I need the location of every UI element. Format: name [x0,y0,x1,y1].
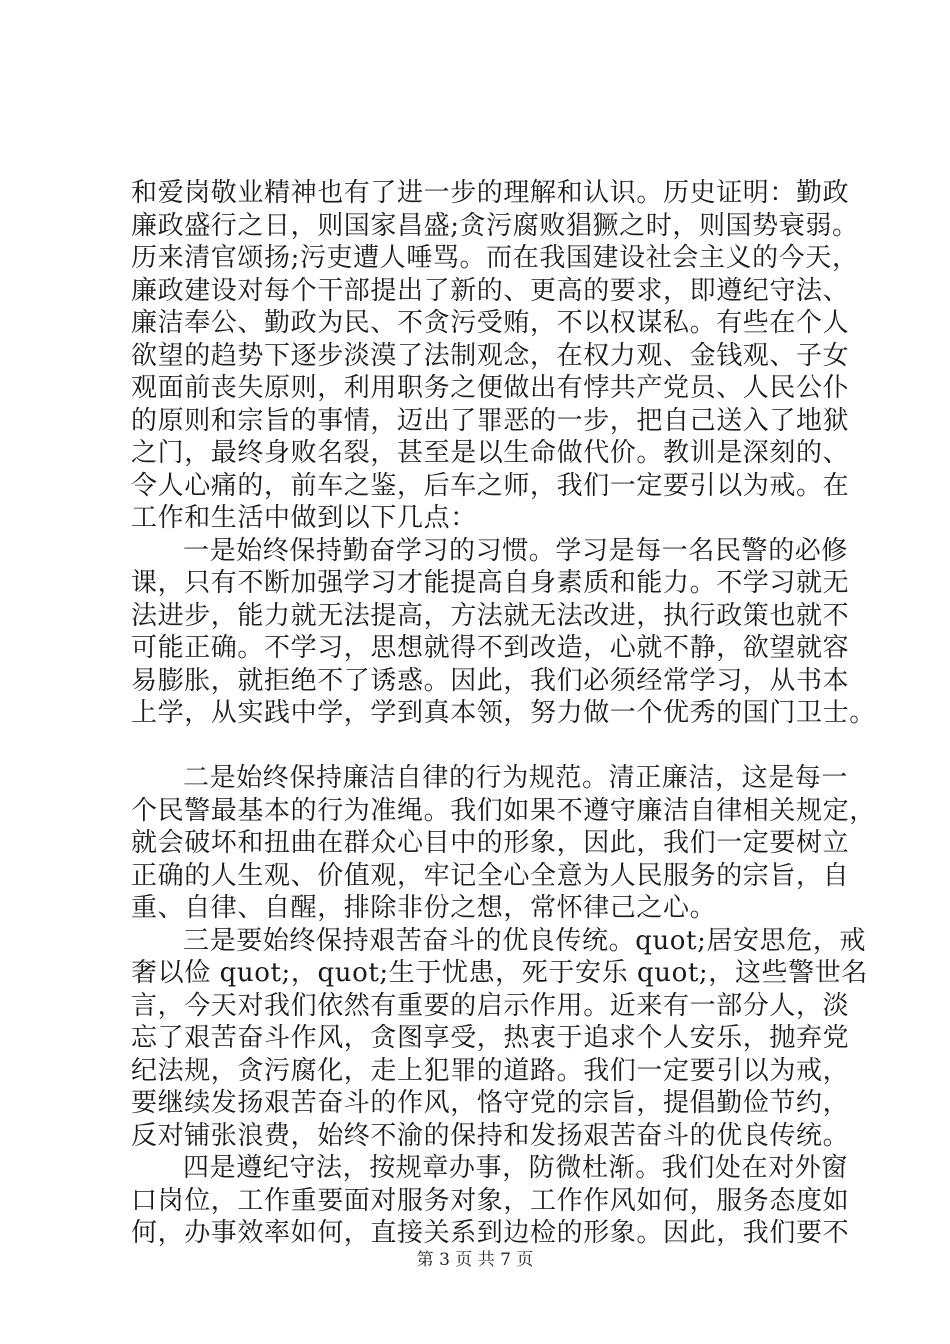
text-line: 奢以俭 quot;，quot;生于忧患，死于安乐 quot;，这些警世名 [131,958,868,988]
text-line: 上学，从实践中学，学到真本领，努力做一个优秀的国门卫士。 [131,698,876,728]
text-line: 口岗位，工作重要面对服务对象，工作作风如何，服务态度如 [131,1185,850,1216]
text-line: 正确的人生观、价值观，牢记全心全意为人民服务的宗旨，自 [131,860,850,891]
point-three-paragraph [131,925,868,1153]
text-line: 工作和生活中做到以下几点： [131,503,477,533]
text-line: 之门，最终身败名裂，甚至是以生命做代价。教训是深刻的、 [131,438,850,468]
document-body [131,177,876,1250]
text-line: 和爱岗敬业精神也有了进一步的理解和认识。历史证明：勤政 [131,178,850,208]
text-line: 欲望的趋势下逐步淡漠了法制观念，在权力观、金钱观、子女 [131,340,850,371]
text-line: 反对铺张浪费，始终不渝的保持和发扬艰苦奋斗的优良传统。 [131,1120,850,1151]
text-line: 廉政建设对每个干部提出了新的、更高的要求，即遵纪守法、 [131,275,850,306]
paragraph-gap [131,730,825,763]
text-line: 易膨胀，就拒绝不了诱惑。因此，我们必须经常学习，从书本 [131,665,850,696]
text-line: 四是遵纪守法，按规章办事，防微杜渐。我们处在对外窗 [183,1153,849,1183]
text-line: 法进步，能力就无法提高，方法就无法改进，执行政策也就不 [131,600,850,631]
text-line: 历来清官颂扬;污吏遭人唾骂。而在我国建设社会主义的今天， [131,243,859,273]
text-line: 重、自律、自醒，排除非份之想，常怀律己之心。 [131,893,717,923]
text-line: 三是要始终保持艰苦奋斗的优良传统。quot;居安思危，戒 [183,925,867,956]
text-line: 的原则和宗旨的事情，迈出了罪恶的一步，把自己送入了地狱 [131,405,850,436]
text-line: 可能正确。不学习，思想就得不到改造，心就不静，欲望就容 [131,633,850,663]
text-line: 二是始终保持廉洁自律的行为规范。清正廉洁，这是每一 [183,763,849,793]
intro-paragraph [131,177,859,535]
text-line: 个民警最基本的行为准绳。我们如果不遵守廉洁自律相关规定， [131,795,876,826]
point-one-paragraph [131,535,876,730]
text-line: 忘了艰苦奋斗作风，贪图享受，热衷于追求个人安乐，抛弃党 [131,1023,850,1053]
text-line: 就会破坏和扭曲在群众心目中的形象，因此，我们一定要树立 [131,828,850,858]
point-four-paragraph [131,1152,850,1250]
text-line: 观面前丧失原则，利用职务之便做出有悖共产党员、人民公仆 [131,373,850,403]
page-footer: 第 3 页 共 7 页 [416,1250,534,1270]
text-line: 课，只有不断加强学习才能提高自身素质和能力。不学习就无 [131,568,850,598]
text-line: 廉洁奉公、勤政为民、不贪污受贿，不以权谋私。有些在个人 [131,308,850,338]
text-line: 言，今天对我们依然有重要的启示作用。近来有一部分人，淡 [131,990,850,1021]
text-line: 何，办事效率如何，直接关系到边检的形象。因此，我们要不 [131,1218,850,1248]
point-two-paragraph [131,762,876,925]
text-line: 要继续发扬艰苦奋斗的作风，恪守党的宗旨，提倡勤俭节约， [131,1088,850,1118]
text-line: 令人心痛的，前车之鉴，后车之师，我们一定要引以为戒。在 [131,470,850,501]
text-line: 廉政盛行之日，则国家昌盛;贪污腐败猖獗之时，则国势衰弱。 [131,210,859,241]
text-line: 纪法规，贪污腐化，走上犯罪的道路。我们一定要引以为戒， [131,1055,850,1086]
text-line: 一是始终保持勤奋学习的习惯。学习是每一名民警的必修 [183,535,849,566]
